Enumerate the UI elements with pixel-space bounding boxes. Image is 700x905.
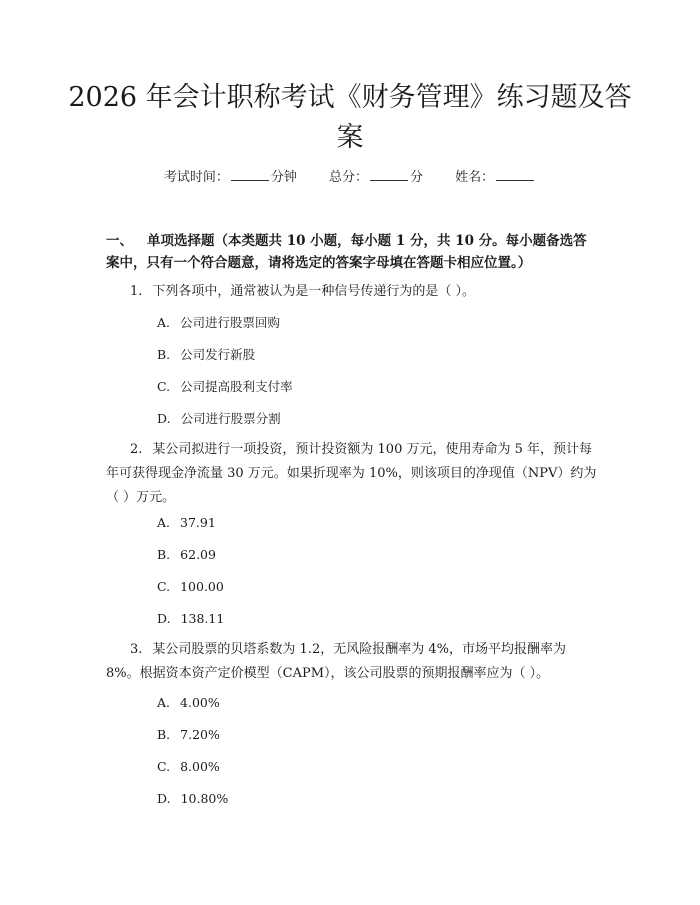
total-score-blank <box>370 168 408 181</box>
option-letter: A. <box>157 315 171 330</box>
name-blank <box>496 168 534 181</box>
total-score-unit: 分 <box>410 170 424 185</box>
exam-time-blank <box>231 168 269 181</box>
total-score-field <box>329 168 423 187</box>
document-title: 2026 年会计职称考试《财务管理》练习题及答案 <box>68 82 632 153</box>
option-text: 7.20% <box>180 727 220 742</box>
question-3-option-c <box>157 758 220 776</box>
option-letter: A. <box>157 695 171 710</box>
exam-time-label: 考试时间： <box>163 170 229 185</box>
option-letter: B. <box>157 347 171 362</box>
option-text: 10.80% <box>180 791 229 806</box>
option-text: 公司进行股票分割 <box>180 411 281 426</box>
question-number: 3. <box>130 642 143 657</box>
option-text: 公司进行股票回购 <box>180 315 281 330</box>
name-field <box>455 168 536 187</box>
option-text: 37.91 <box>180 515 216 530</box>
option-text: 公司发行新股 <box>180 347 256 362</box>
question-3-option-b <box>157 726 220 744</box>
option-letter: C. <box>157 759 171 774</box>
question-3 <box>106 638 600 686</box>
section-heading-text: 单项选择题（本类题共 10 小题，每小题 1 分，共 10 分。每小题备选答案中，只有一个符合题意，请将选定的答案字母填在答题卡相应位置。） <box>106 233 587 271</box>
option-text: 公司提高股利支付率 <box>180 379 293 394</box>
question-1-option-c <box>157 378 293 396</box>
section-number: 一、 <box>106 233 133 249</box>
option-text: 138.11 <box>180 611 225 626</box>
question-number: 1. <box>130 284 143 299</box>
question-1-option-d <box>157 410 281 428</box>
option-text: 4.00% <box>180 695 220 710</box>
option-text: 100.00 <box>180 579 224 594</box>
question-2-option-c <box>157 578 224 596</box>
option-letter: D. <box>157 611 171 626</box>
option-letter: B. <box>157 547 171 562</box>
question-1-option-b <box>157 346 255 364</box>
section-heading <box>106 230 596 274</box>
exam-info-line <box>0 168 700 187</box>
option-letter: A. <box>157 515 171 530</box>
option-letter: B. <box>157 727 171 742</box>
exam-time-unit: 分钟 <box>270 170 297 185</box>
question-2 <box>106 438 600 510</box>
question-number: 2. <box>130 442 143 457</box>
total-score-label: 总分： <box>328 170 368 185</box>
option-text: 8.00% <box>180 759 220 774</box>
question-2-option-b <box>157 546 216 564</box>
option-letter: C. <box>157 379 171 394</box>
option-letter: D. <box>157 791 171 806</box>
question-3-option-d <box>157 790 228 808</box>
option-letter: C. <box>157 579 171 594</box>
question-1 <box>106 280 600 304</box>
question-2-option-d <box>157 610 224 628</box>
name-label: 姓名： <box>455 170 495 185</box>
exam-time-field <box>164 168 297 187</box>
question-3-option-a <box>157 694 220 712</box>
question-1-option-a <box>157 314 280 332</box>
question-2-option-a <box>157 514 216 532</box>
question-text: 某公司拟进行一项投资，预计投资额为 100 万元，使用寿命为 5 年，预计每年可获得现金净流量 30 万元。如果折现率为 10%，则该项目的净现值（NPV）约为（ ）万元。 <box>106 442 597 505</box>
question-text: 某公司股票的贝塔系数为 1.2，无风险报酬率为 4%，市场平均报酬率为 8%。根据资本资产定价模型（CAPM），该公司股票的预期报酬率应为（ ）。 <box>106 642 566 681</box>
option-letter: D. <box>157 411 171 426</box>
option-text: 62.09 <box>180 547 216 562</box>
question-text: 下列各项中，通常被认为是一种信号传递行为的是（ ）。 <box>152 284 476 299</box>
